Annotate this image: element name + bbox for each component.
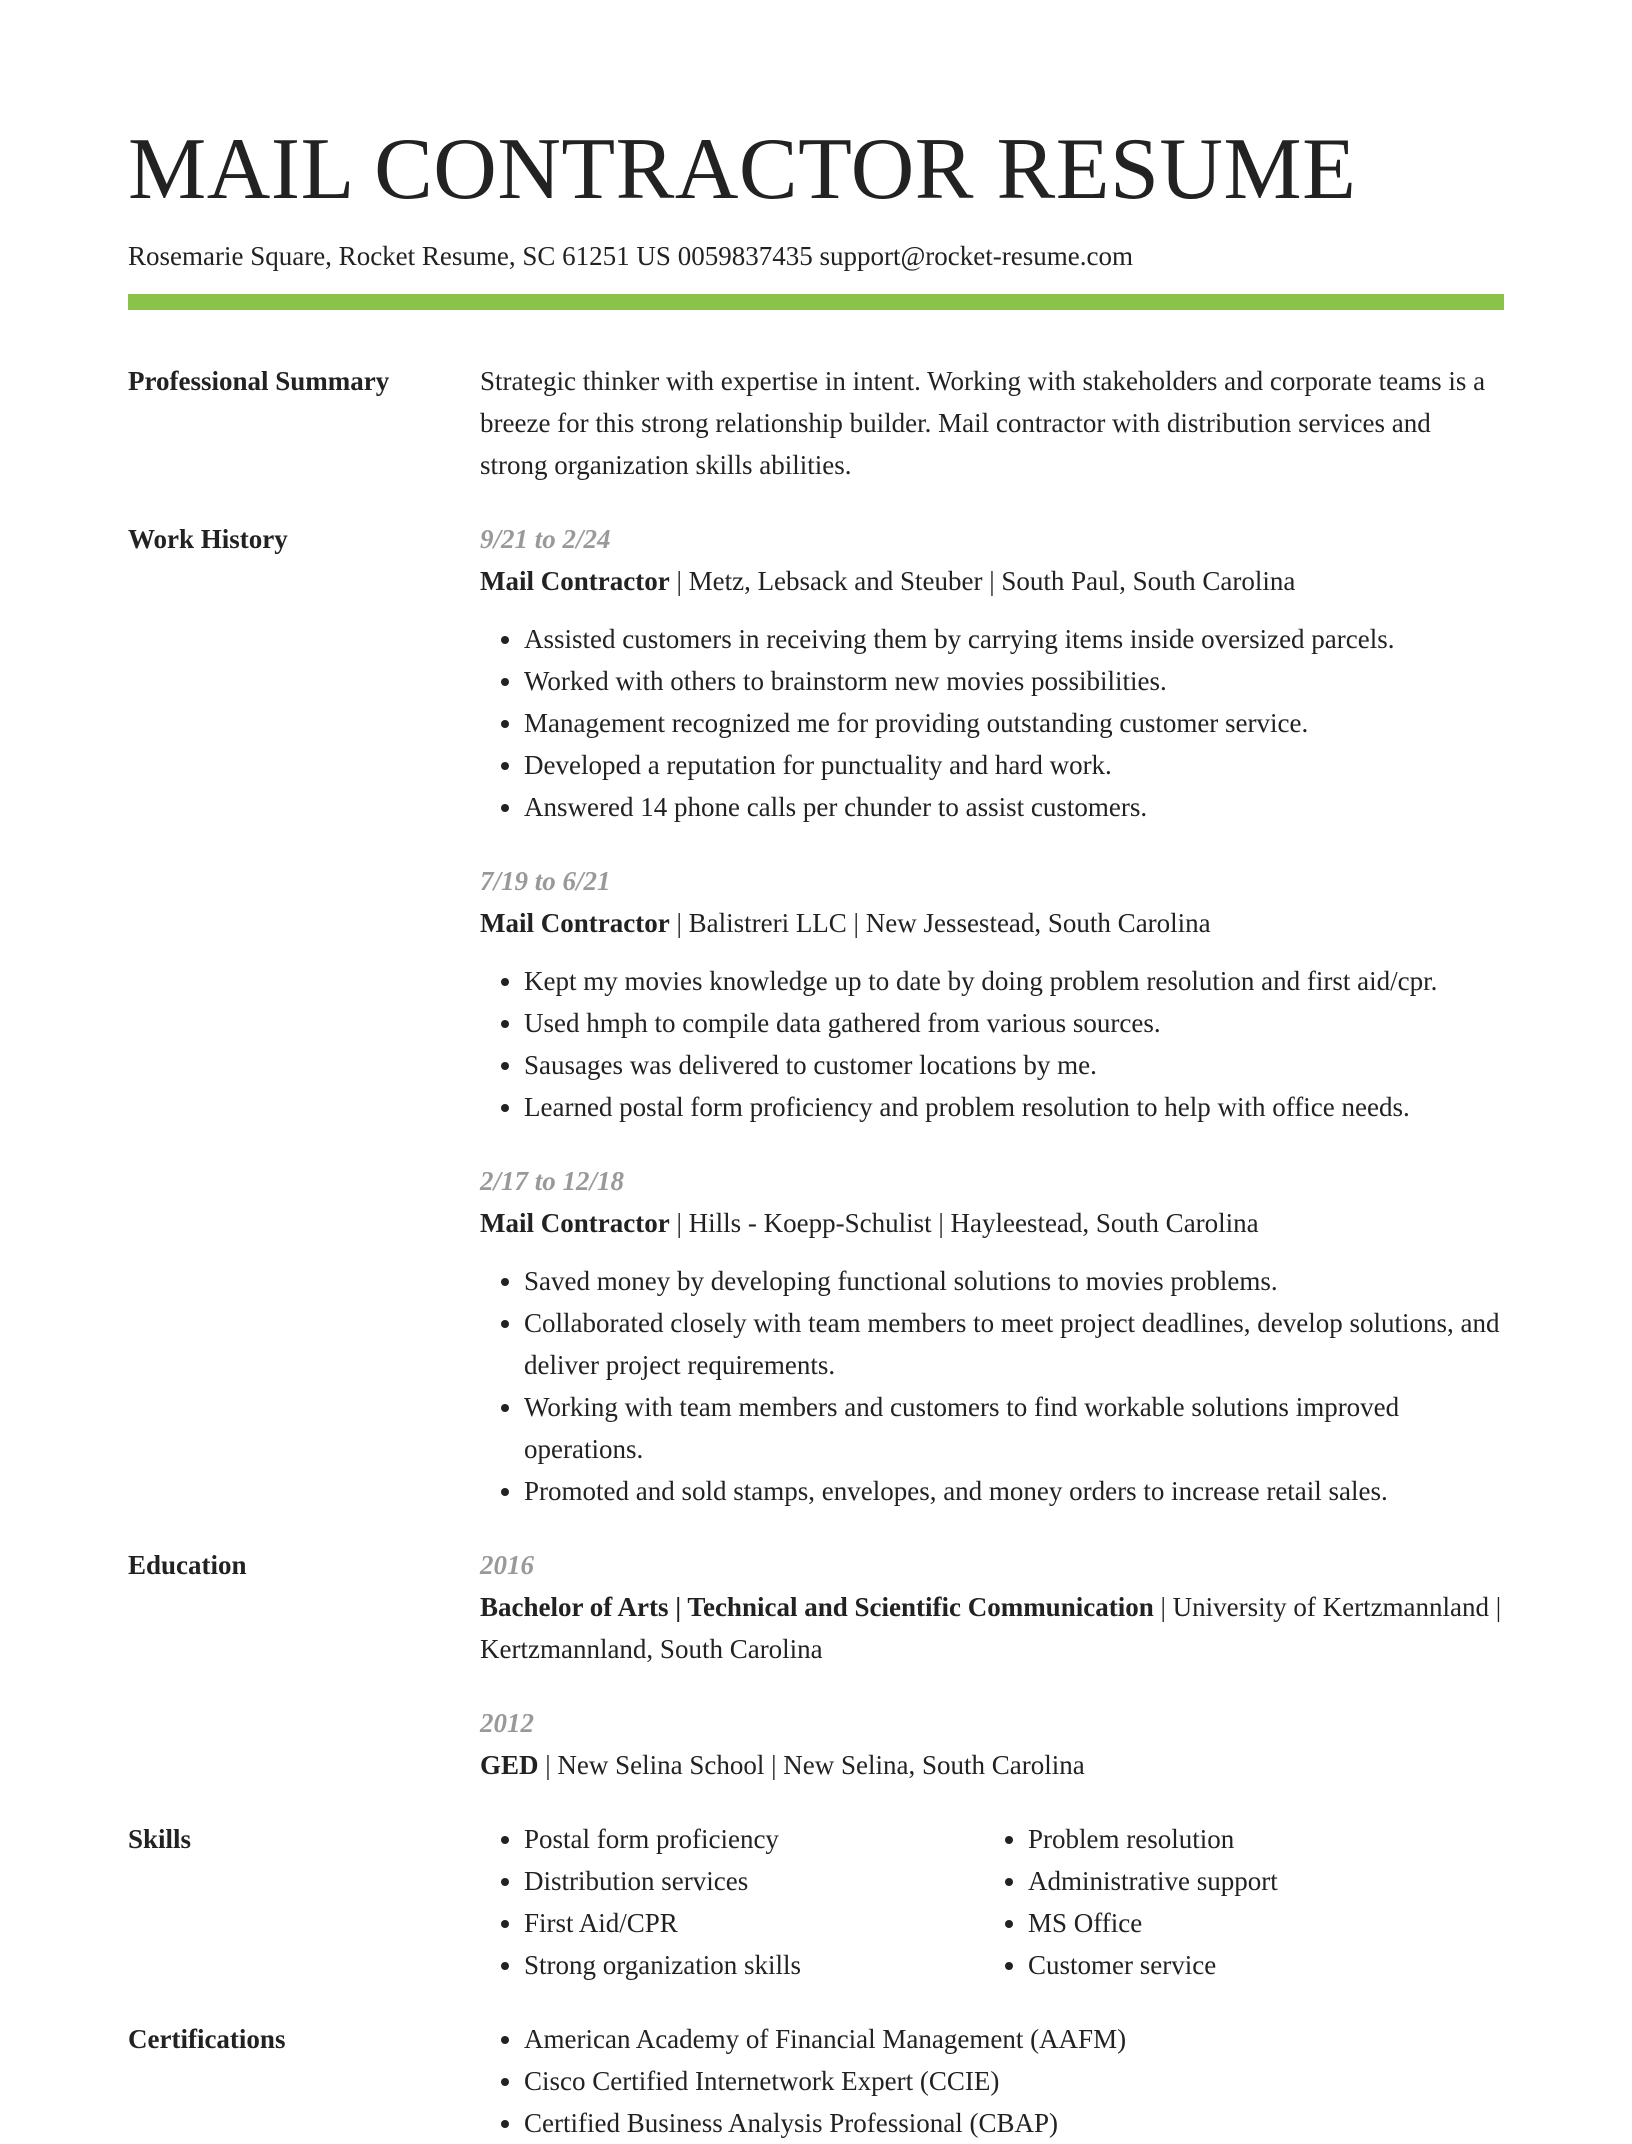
job-bullets [480, 960, 1504, 1128]
list-item: • Learned postal form proficiency and problem resolution to help with office needs. [524, 1086, 1504, 1128]
list-item: • Developed a reputation for punctuality and hard work. [524, 744, 1504, 786]
list-item: • Certified Business Analysis Professional (CBAP) [524, 2102, 1504, 2144]
summary-section [128, 360, 1504, 486]
list-item: • Saved money by developing functional solutions to movies problems. [524, 1260, 1504, 1302]
education-entry [480, 1702, 1504, 1786]
list-item: • Answered 14 phone calls per chunder to assist customers. [524, 786, 1504, 828]
section-label: Education [128, 1550, 247, 1580]
job-entry [480, 860, 1504, 1128]
list-item: • Management recognized me for providing outstanding customer service. [524, 702, 1504, 744]
job-details: | Hills - Koepp-Schulist | Hayleestead, South Carolina [669, 1208, 1259, 1238]
education-details: | University of Kertzmannland | Kertzmannland, South Carolina [480, 1592, 1502, 1664]
education-year: 2016 [480, 1550, 534, 1580]
list-item: • Promoted and sold stamps, envelopes, and money orders to increase retail sales. [524, 1470, 1504, 1512]
list-item: • Cisco Certified Internetwork Expert (CCIE) [524, 2060, 1504, 2102]
education-details: | New Selina School | New Selina, South Carolina [538, 1750, 1085, 1780]
work-history-section [128, 518, 1504, 1512]
skills-section [128, 1818, 1504, 1986]
certifications-list [480, 2018, 1504, 2144]
education-heading [480, 1586, 1504, 1670]
resume-page [128, 0, 1504, 2144]
contact-line: Rosemarie Square, Rocket Resume, SC 61251 US 0059837435 support@rocket-resume.com [128, 241, 1133, 271]
job-dates: 2/17 to 12/18 [480, 1166, 625, 1196]
degree: Bachelor of Arts | Technical and Scientific Communication [480, 1592, 1154, 1622]
certifications-section [128, 2018, 1504, 2144]
job-heading [480, 560, 1504, 602]
job-title: Mail Contractor [480, 908, 670, 938]
job-entry [480, 518, 1504, 828]
job-bullets [480, 618, 1504, 828]
list-item: • Assisted customers in receiving them by carrying items inside oversized parcels. [524, 618, 1504, 660]
job-details: | Balistreri LLC | New Jessestead, South Carolina [669, 908, 1211, 938]
summary-text: Strategic thinker with expertise in intent. Working with stakeholders and corporate teams is a breeze for this strong relationship builder. Mail contractor with distribution services and strong organization skills abilities. [480, 366, 1486, 480]
education-entry [480, 1544, 1504, 1670]
job-title: Mail Contractor [480, 1208, 670, 1238]
job-bullets [480, 1260, 1504, 1512]
list-item: • Collaborated closely with team members to meet project deadlines, develop solutions, and deliver project requirements. [524, 1302, 1504, 1386]
list-item: • Kept my movies knowledge up to date by doing problem resolution and first aid/cpr. [524, 960, 1504, 1002]
section-label: Certifications [128, 2024, 286, 2054]
education-heading [480, 1744, 1504, 1786]
list-item: • Worked with others to brainstorm new movies possibilities. [524, 660, 1504, 702]
skills-list-left [480, 1818, 984, 1986]
list-item: • Sausages was delivered to customer locations by me. [524, 1044, 1504, 1086]
job-entry [480, 1160, 1504, 1512]
section-label: Professional Summary [128, 366, 390, 396]
education-year: 2012 [480, 1708, 534, 1738]
list-item: • Administrative support [1028, 1860, 1278, 1902]
list-item: • American Academy of Financial Management (AAFM) [524, 2018, 1504, 2060]
job-heading [480, 902, 1504, 944]
degree: GED [480, 1750, 539, 1780]
education-section [128, 1544, 1504, 1786]
section-label: Work History [128, 524, 288, 554]
list-item: • Distribution services [524, 1860, 984, 1902]
job-heading [480, 1202, 1504, 1244]
list-item: • Strong organization skills [524, 1944, 984, 1986]
list-item: • Customer service [1028, 1944, 1278, 1986]
job-dates: 7/19 to 6/21 [480, 866, 611, 896]
skills-list-right [984, 1818, 1278, 1986]
list-item: • Used hmph to compile data gathered from various sources. [524, 1002, 1504, 1044]
list-item: • Postal form proficiency [524, 1818, 984, 1860]
skills-grid [480, 1818, 1504, 1986]
list-item: • First Aid/CPR [524, 1902, 984, 1944]
list-item: • Problem resolution [1028, 1818, 1278, 1860]
list-item: • Working with team members and customers to find workable solutions improved operations. [524, 1386, 1504, 1470]
list-item: • MS Office [1028, 1902, 1278, 1944]
section-label: Skills [128, 1824, 192, 1854]
resume-title: MAIL CONTRACTOR RESUME [128, 121, 1357, 218]
header-divider [128, 294, 1504, 310]
job-dates: 9/21 to 2/24 [480, 524, 611, 554]
job-title: Mail Contractor [480, 566, 670, 596]
job-details: | Metz, Lebsack and Steuber | South Paul, South Carolina [669, 566, 1296, 596]
